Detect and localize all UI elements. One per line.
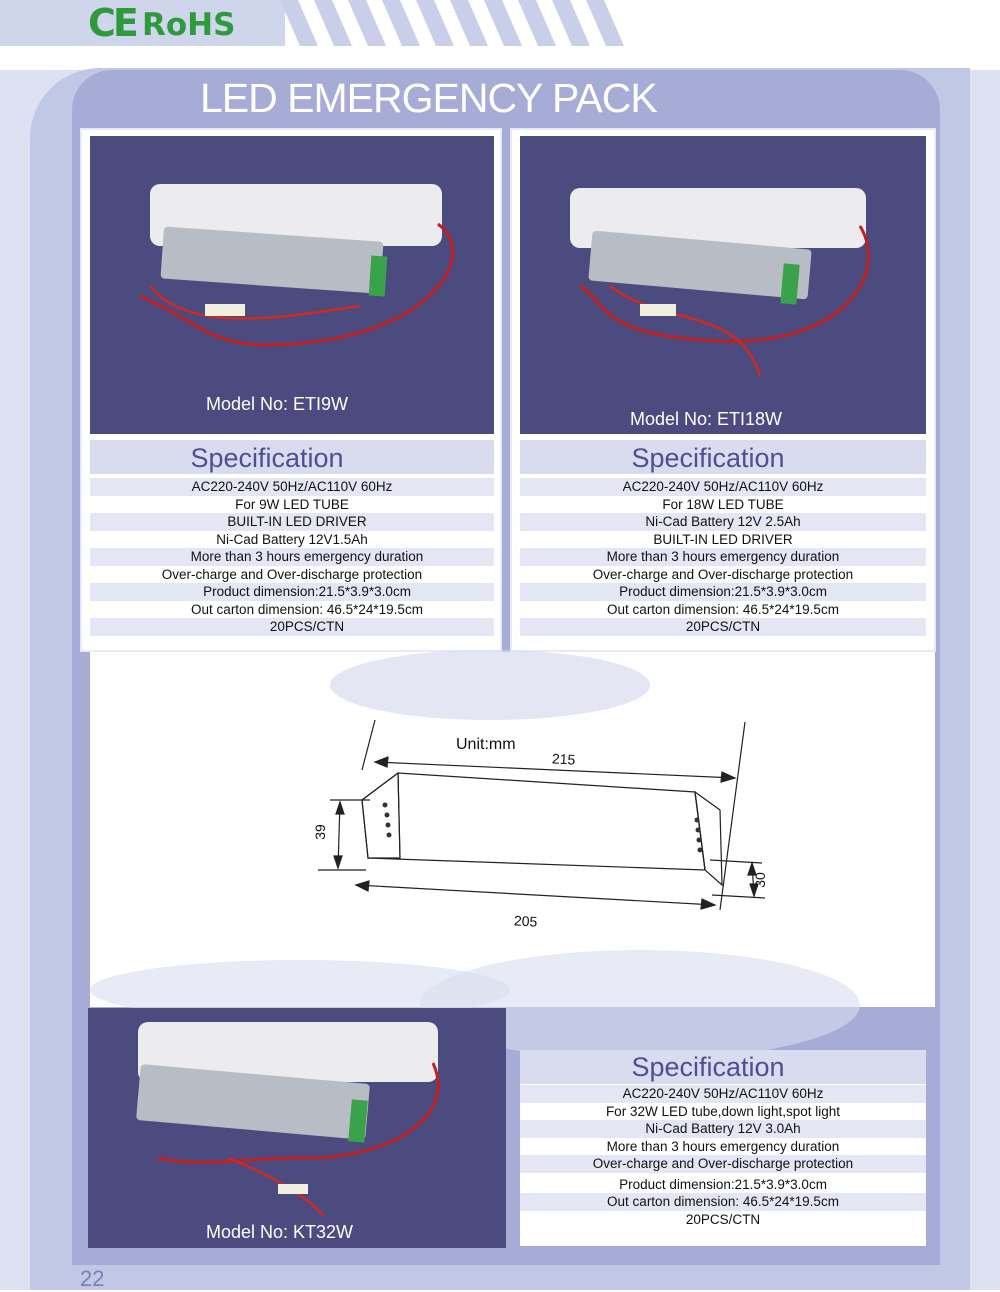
- spec-line: More than 3 hours emergency duration: [520, 548, 926, 566]
- spec-line: Product dimension:21.5*3.9*3.0cm: [520, 583, 926, 601]
- dimension-30: 30: [751, 872, 768, 888]
- spec-line: Out carton dimension: 46.5*24*19.5cm: [191, 601, 423, 617]
- spec-line: AC220-240V 50Hz/AC110V 60Hz: [520, 1085, 926, 1103]
- spec-title: Specification: [631, 1052, 785, 1082]
- spec-line: AC220-240V 50Hz/AC110V 60Hz: [520, 478, 926, 496]
- spec-list: [90, 478, 494, 636]
- unit-label: Unit:mm: [456, 736, 516, 753]
- product-photo-kt32w: [88, 1008, 506, 1248]
- spec-line: Over-charge and Over-discharge protection: [520, 1155, 926, 1173]
- led-emergency-module-image: [520, 136, 926, 434]
- spec-line: Out carton dimension: 46.5*24*19.5cm: [607, 601, 839, 617]
- spec-header: [520, 440, 926, 474]
- spec-header: [520, 1050, 926, 1084]
- page-number: 22: [80, 1266, 105, 1291]
- spec-line: Ni-Cad Battery 12V 2.5Ah: [520, 513, 926, 531]
- spec-line: Ni-Cad Battery 12V1.5Ah: [216, 531, 368, 547]
- model-label-eti18w: Model No: ETI18W: [630, 409, 783, 429]
- spec-list: [520, 478, 926, 636]
- spec-line: Product dimension:21.5*3.9*3.0cm: [619, 1176, 827, 1192]
- spec-line: BUILT-IN LED DRIVER: [653, 531, 793, 547]
- spec-line: More than 3 hours emergency duration: [606, 1138, 840, 1154]
- dimension-205: 205: [513, 912, 538, 930]
- spec-line: For 32W LED tube,down light,spot light: [605, 1103, 841, 1119]
- page-title: LED EMERGENCY PACK: [200, 75, 657, 121]
- spec-line: More than 3 hours emergency duration: [90, 548, 494, 566]
- spec-box-kt32w: [520, 1050, 926, 1246]
- led-emergency-module-image: [88, 1008, 506, 1248]
- header-stripes: [270, 0, 630, 46]
- spec-box-eti18w: [520, 440, 926, 638]
- spec-line: Over-charge and Over-discharge protection: [161, 566, 423, 582]
- spec-line: Out carton dimension: 46.5*24*19.5cm: [520, 1193, 926, 1211]
- spec-box-eti9w: [90, 440, 494, 640]
- spec-line: Product dimension:21.5*3.9*3.0cm: [90, 583, 494, 601]
- spec-line: 20PCS/CTN: [90, 618, 494, 636]
- dimension-215: 215: [551, 750, 576, 768]
- spec-header: [90, 440, 494, 474]
- rohs-label: RoHS: [142, 7, 236, 43]
- spec-title: Specification: [190, 443, 344, 473]
- led-emergency-module-image: [90, 136, 494, 434]
- spec-line: For 9W LED TUBE: [235, 496, 349, 512]
- spec-line: Over-charge and Over-discharge protection: [592, 566, 854, 582]
- spec-line: 20PCS/CTN: [685, 1211, 761, 1227]
- spec-line: AC220-240V 50Hz/AC110V 60Hz: [90, 478, 494, 496]
- product-photo-eti9w: [90, 136, 494, 434]
- spec-title: Specification: [631, 443, 785, 473]
- model-label-eti9w: Model No: ETI9W: [206, 394, 349, 414]
- spec-line: BUILT-IN LED DRIVER: [90, 513, 494, 531]
- spec-line: For 18W LED TUBE: [662, 496, 784, 512]
- dimension-39: 39: [311, 824, 328, 840]
- product-photo-eti18w: [520, 136, 926, 434]
- spec-list: [520, 1085, 926, 1228]
- dimension-drawing: [300, 710, 780, 950]
- model-label-kt32w: Model No: KT32W: [206, 1222, 354, 1242]
- spec-line: 20PCS/CTN: [520, 618, 926, 636]
- ce-mark: CE: [88, 1, 136, 45]
- spec-line: Ni-Cad Battery 12V 3.0Ah: [520, 1120, 926, 1138]
